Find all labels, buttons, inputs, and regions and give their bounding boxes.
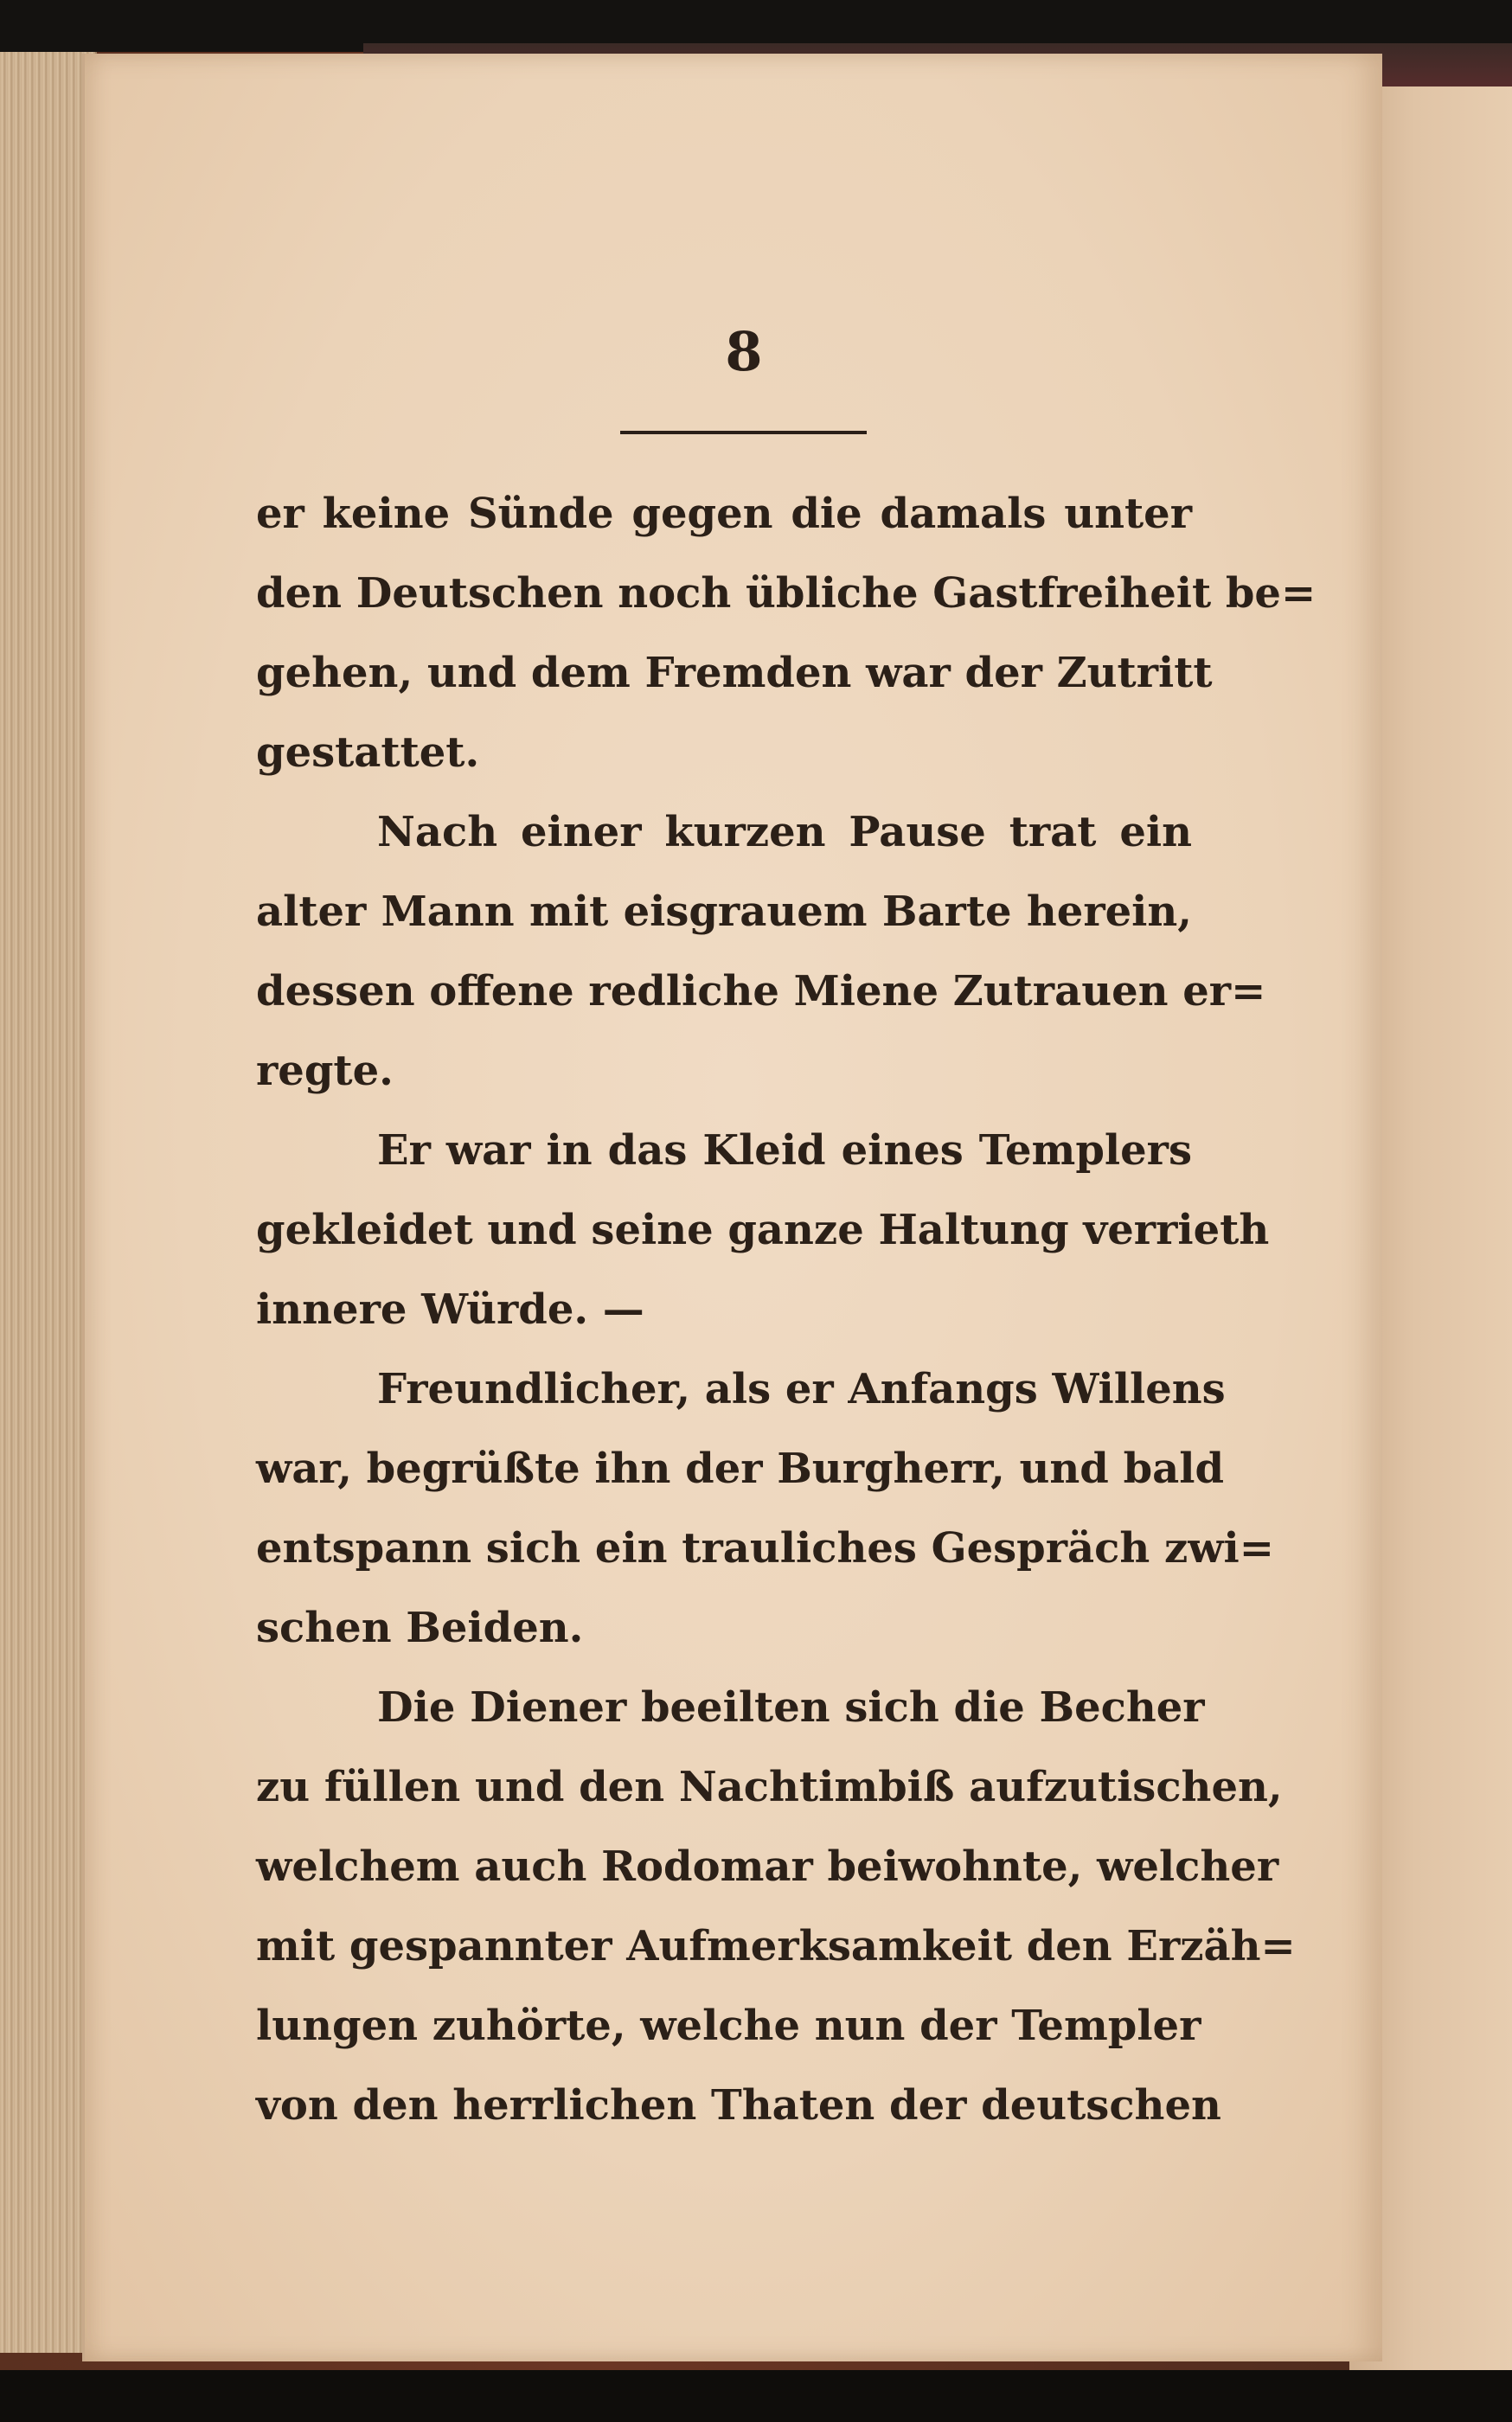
text-line: alter Mann mit eisgrauem Barte herein, <box>256 887 1192 936</box>
text-line: gehen, und dem Fremden war der Zutritt <box>256 649 1213 697</box>
text-line: zu füllen und den Nachtimbiß aufzutischen, <box>256 1763 1283 1811</box>
text-line: innere Würde. — <box>256 1285 644 1334</box>
text-line: gekleidet und seine ganze Haltung verrieth <box>256 1206 1270 1254</box>
text-line: schen Beiden. <box>256 1604 584 1652</box>
background-bottom <box>0 2370 1512 2422</box>
text-line: regte. <box>256 1047 394 1095</box>
text-line: gestattet. <box>256 728 480 777</box>
text-line: er keine Sünde gegen die damals unter <box>256 490 1192 538</box>
text-line: entspann sich ein trauliches Gespräch zwi= <box>256 1524 1274 1573</box>
text-line: lungen zuhörte, welche nun der Templer <box>256 2002 1201 2050</box>
text-line: welchem auch Rodomar beiwohnte, welcher <box>256 1842 1279 1891</box>
page-number-rule <box>620 431 867 434</box>
text-line: war, begrüßte ihn der Burgherr, und bald <box>256 1445 1225 1493</box>
text-line: Er war in das Kleid eines Templers <box>377 1126 1192 1175</box>
text-line: Nach einer kurzen Pause trat ein <box>377 808 1192 856</box>
text-line: dessen offene redliche Miene Zutrauen er= <box>256 967 1266 1016</box>
text-line: Freundlicher, als er Anfangs Willens <box>377 1365 1226 1413</box>
text-line: den Deutschen noch übliche Gastfreiheit be= <box>256 569 1317 618</box>
text-line: mit gespannter Aufmerksamkeit den Erzäh= <box>256 1922 1296 1970</box>
body-text <box>256 474 1317 2145</box>
text-line: von den herrlichen Thaten der deutschen <box>256 2081 1221 2130</box>
page-number: 8 <box>725 320 763 383</box>
text-line: Die Diener beeilten sich die Becher <box>377 1683 1205 1732</box>
